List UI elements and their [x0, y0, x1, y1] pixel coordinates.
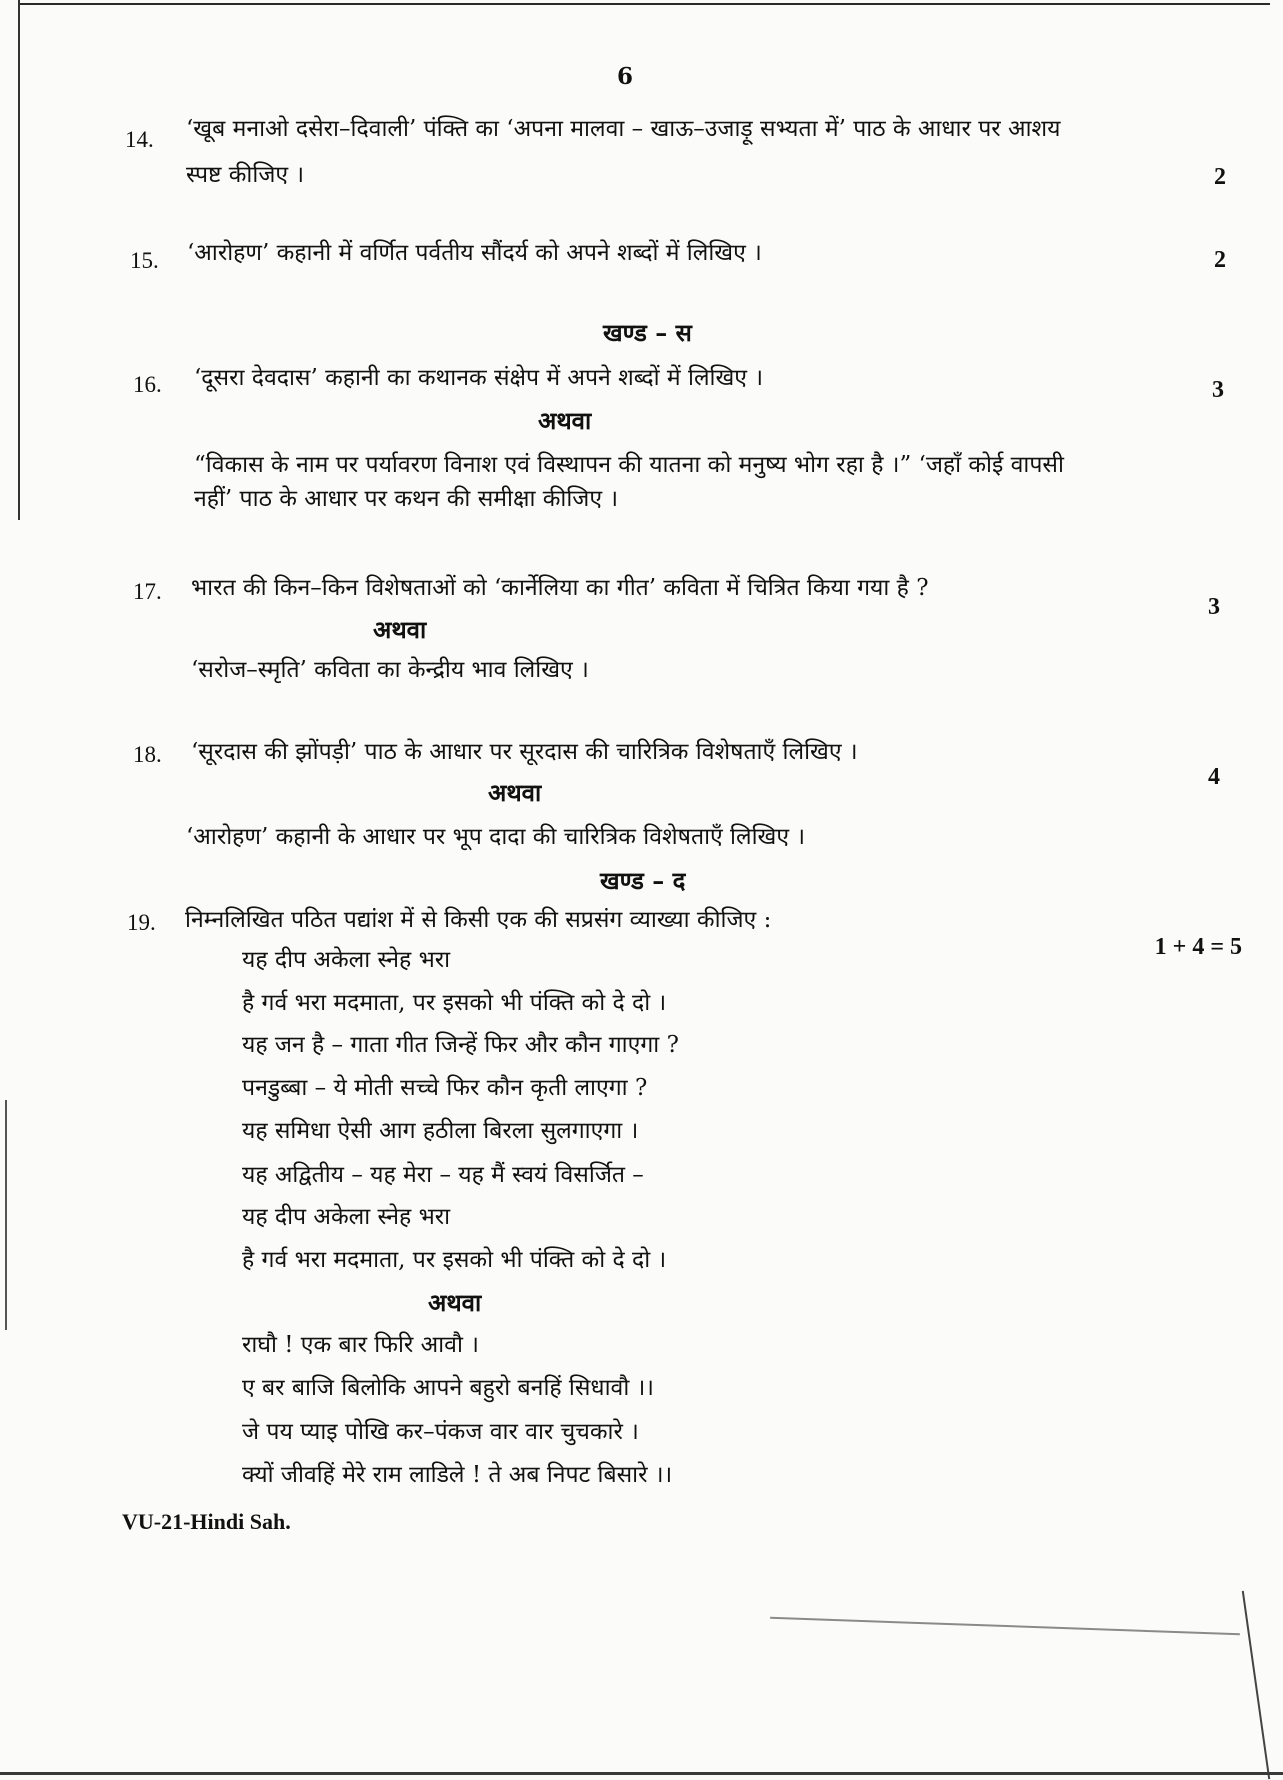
page-curl-line — [770, 1617, 1240, 1635]
poem-1-line: यह समिधा ऐसी आग हठीला बिरला सुलगाएगा । — [242, 1118, 639, 1144]
question-14-text-cont: स्पष्ट कीजिए । — [186, 162, 305, 188]
question-14-marks: 2 — [1214, 164, 1226, 190]
question-18-or: अथवा — [488, 778, 542, 807]
question-16-or: अथवा — [538, 406, 592, 435]
poem-2-line: जे पय प्याइ पोखि कर–पंकज वार वार चुचकारे । — [242, 1419, 639, 1445]
question-15-marks: 2 — [1214, 247, 1226, 273]
section-heading-sa: खण्ड – स — [603, 318, 692, 347]
question-18-number: 18. — [133, 742, 162, 767]
poem-2-line: राघौ ! एक बार फिरि आवौ । — [242, 1332, 479, 1358]
question-17-number: 17. — [133, 579, 162, 604]
poem-1-line: यह दीप अकेला स्नेह भरा — [242, 1204, 451, 1230]
question-19-text: निम्नलिखित पठित पद्यांश में से किसी एक की सप्रसंग व्याख्या कीजिए : — [185, 907, 772, 933]
poem-1-line: यह दीप अकेला स्नेह भरा — [242, 947, 451, 973]
question-19-number: 19. — [127, 910, 156, 935]
question-16-number: 16. — [133, 372, 162, 397]
section-heading-da: खण्ड – द — [600, 866, 686, 895]
page-number: 6 — [616, 63, 633, 90]
poem-2-line: ए बर बाजि बिलोकि आपने बहुरो बनहिं सिधावौ ।। — [242, 1375, 655, 1401]
poem-1-line: है गर्व भरा मदमाता, पर इसको भी पंक्ति को दे दो । — [242, 1247, 667, 1273]
question-19-or: अथवा — [428, 1288, 482, 1317]
question-16-alt-text: “विकास के नाम पर पर्यावरण विनाश एवं विस्थापन की यातना को मनुष्य भोग रहा है ।” ‘जहाँ कोई वापसी — [194, 452, 1064, 478]
question-19-marks: 1 + 4 = 5 — [1154, 934, 1242, 960]
scan-edge-left — [18, 0, 20, 520]
question-17-marks: 3 — [1208, 594, 1220, 620]
question-15-number: 15. — [130, 248, 159, 273]
poem-1-line: है गर्व भरा मदमाता, पर इसको भी पंक्ति को दे दो । — [242, 990, 667, 1016]
poem-1-line: यह अद्वितीय – यह मेरा – यह मैं स्वयं विसर्जित – — [242, 1162, 644, 1188]
question-16-alt-text-cont: नहीं’ पाठ के आधार पर कथन की समीक्षा कीजिए । — [194, 486, 619, 512]
scan-edge-right — [1242, 1591, 1270, 1779]
question-17-or: अथवा — [373, 615, 427, 644]
question-17-alt-text: ‘सरोज–स्मृति’ कविता का केन्द्रीय भाव लिखिए । — [191, 657, 589, 683]
scan-edge-top — [20, 3, 1270, 5]
question-15-text: ‘आरोहण’ कहानी में वर्णित पर्वतीय सौंदर्य को अपने शब्दों में लिखिए । — [187, 240, 762, 266]
question-16-text: ‘दूसरा देवदास’ कहानी का कथानक संक्षेप में अपने शब्दों में लिखिए । — [194, 365, 764, 391]
paper-code-footer: VU-21-Hindi Sah. — [122, 1509, 291, 1534]
question-14-text: ‘खूब मनाओ दसेरा–दिवाली’ पंक्ति का ‘अपना मालवा – खाऊ–उजाड़ू सभ्यता में’ पाठ के आधार पर आशय — [186, 116, 1061, 142]
poem-1-line: पनडुब्बा – ये मोती सच्चे फिर कौन कृती लाएगा ? — [242, 1075, 648, 1101]
question-14-number: 14. — [125, 127, 154, 152]
question-18-alt-text: ‘आरोहण’ कहानी के आधार पर भूप दादा की चारित्रिक विशेषताएँ लिखिए । — [186, 824, 806, 850]
poem-1-line: यह जन है – गाता गीत जिन्हें फिर और कौन गाएगा ? — [242, 1032, 679, 1058]
question-16-marks: 3 — [1212, 377, 1224, 403]
poem-2-line: क्यों जीवहिं मेरे राम लाडिले ! ते अब निपट बिसारे ।। — [242, 1462, 673, 1488]
question-18-text: ‘सूरदास की झोंपड़ी’ पाठ के आधार पर सूरदास की चारित्रिक विशेषताएँ लिखिए । — [191, 739, 858, 765]
question-18-marks: 4 — [1208, 764, 1220, 790]
scan-edge-bottom — [0, 1772, 1283, 1775]
question-17-text: भारत की किन–किन विशेषताओं को ‘कार्नेलिया का गीत’ कविता में चित्रित किया गया है ? — [191, 575, 929, 601]
scan-edge-left-lower — [5, 1100, 7, 1330]
